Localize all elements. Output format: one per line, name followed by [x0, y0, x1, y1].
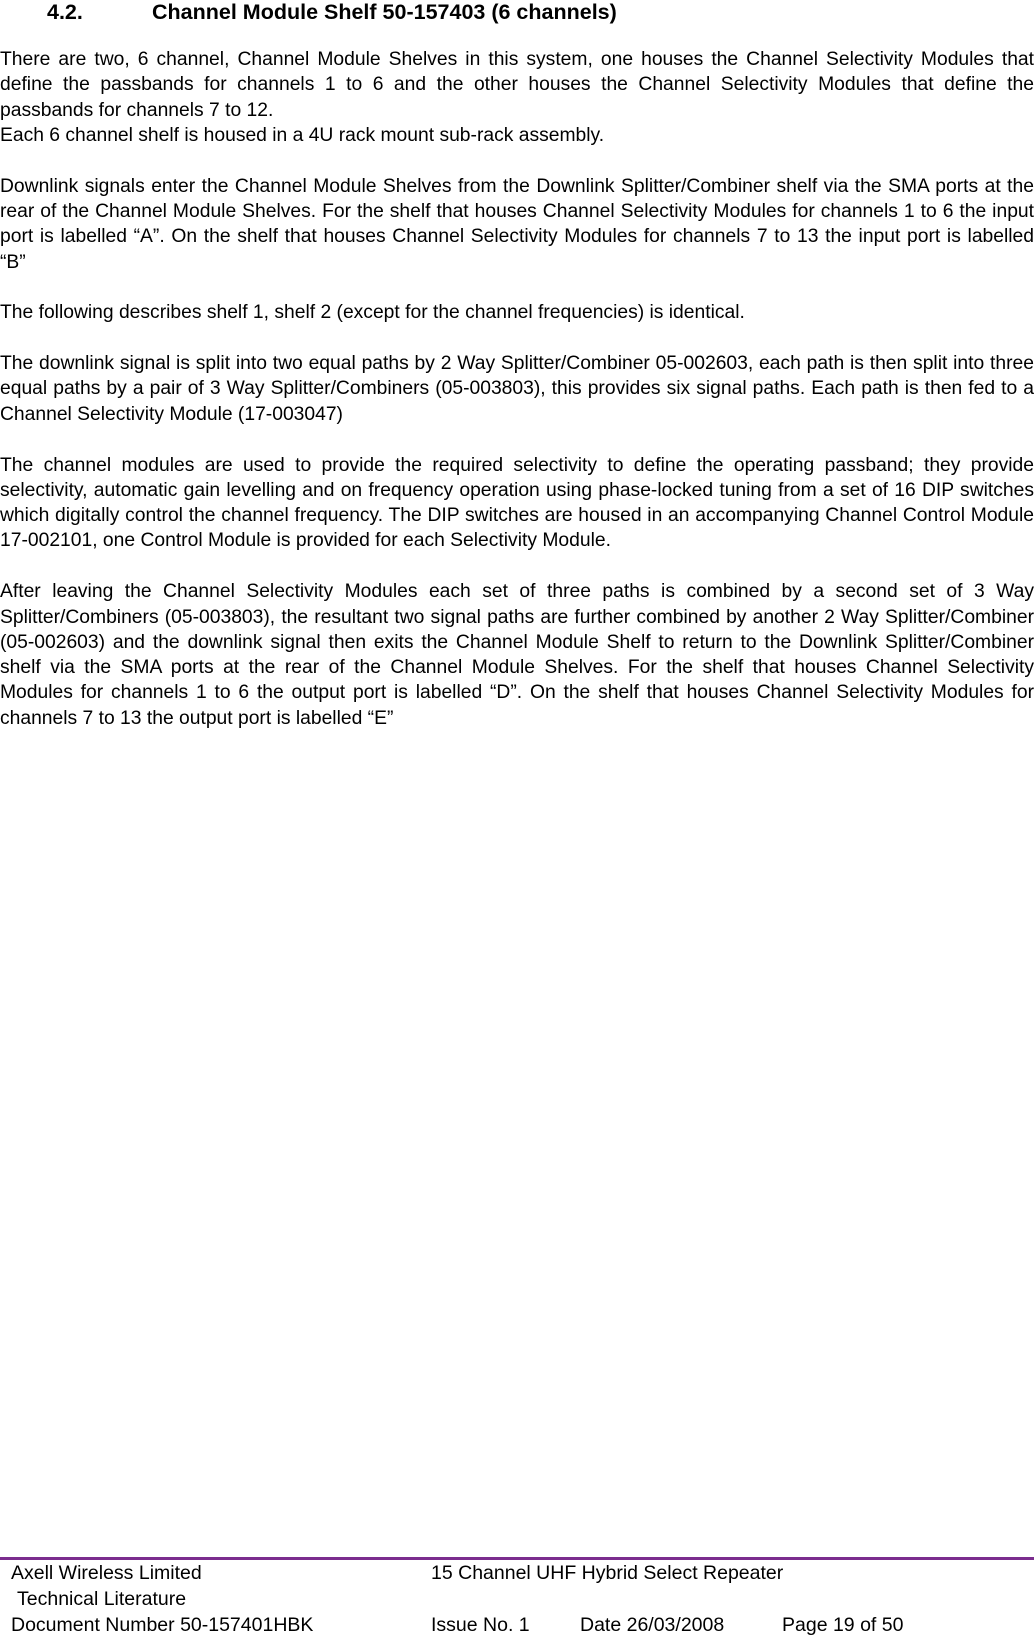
section-number: 4.2.	[47, 0, 83, 24]
paragraph-channel-modules: The channel modules are used to provide the required selectivity to define the operating passband; they provide selectivity, automatic gain levelling and on frequency operation using phase-locked tuning from a set of 16 DIP switches which digitally control the channel frequency. The DIP switches are housed in an accompanying Channel Control Module 17-002101, one Control Module is provided for each Selectivity Module.	[0, 454, 1034, 552]
page-footer	[0, 1560, 1034, 1637]
footer-date: Date 26/03/2008	[580, 1614, 725, 1636]
paragraph-downlink-input: Downlink signals enter the Channel Module Shelves from the Downlink Splitter/Combiner shelf via the SMA ports at the rear of the Channel Module Shelves. For the shelf that houses Channel Selectivity Modules for channels 1 to 6 the input port is labelled “A”. On the shelf that houses Channel Selectivity Modules for channels 7 to 13 the input port is labelled “B”	[0, 175, 1034, 273]
paragraph-shelf-description: The following describes shelf 1, shelf 2 (except for the channel frequencies) is identical.	[0, 302, 745, 324]
footer-literature: Technical Literature	[17, 1588, 187, 1610]
paragraph-signal-split: The downlink signal is split into two equal paths by 2 Way Splitter/Combiner 05-002603, each path is then split into three equal paths by a pair of 3 Way Splitter/Combiners (05-003803), this provides six signal paths. Each path is then fed to a Channel Selectivity Module (17-003047)	[0, 353, 1034, 425]
footer-product: 15 Channel UHF Hybrid Select Repeater	[431, 1562, 784, 1584]
footer-issue: Issue No. 1	[431, 1614, 530, 1636]
footer-document-number: Document Number 50-157401HBK	[11, 1614, 314, 1636]
paragraph-rack-assembly: Each 6 channel shelf is housed in a 4U rack mount sub-rack assembly.	[0, 124, 605, 146]
paragraph-signal-combine: After leaving the Channel Selectivity Modules each set of three paths is combined by a second set of 3 Way Splitter/Combiners (05-003803), the resultant two signal paths are further combined by another 2 Way Splitter/Combiner (05-002603) and the downlink signal then exits the Channel Module Shelf to return to the Downlink Splitter/Combiner shelf via the SMA ports at the rear of the Channel Module Shelves. For the shelf that houses Channel Selectivity Modules for channels 1 to 6 the output port is labelled “D”. On the shelf that houses Channel Selectivity Modules for channels 7 to 13 the output port is labelled “E”	[0, 581, 1034, 729]
footer-page-number: Page 19 of 50	[782, 1614, 904, 1636]
paragraph-shelves-overview: There are two, 6 channel, Channel Module Shelves in this system, one houses the Channel Selectivity Modules that define the passbands for channels 1 to 6 and the other houses the Channel Selectivity Modules that define the passbands for channels 7 to 12.	[0, 49, 1034, 121]
section-title: Channel Module Shelf 50-157403 (6 channels)	[152, 0, 617, 24]
section-body	[0, 47, 1034, 757]
section-heading	[47, 0, 617, 25]
footer-company: Axell Wireless Limited	[11, 1562, 202, 1584]
